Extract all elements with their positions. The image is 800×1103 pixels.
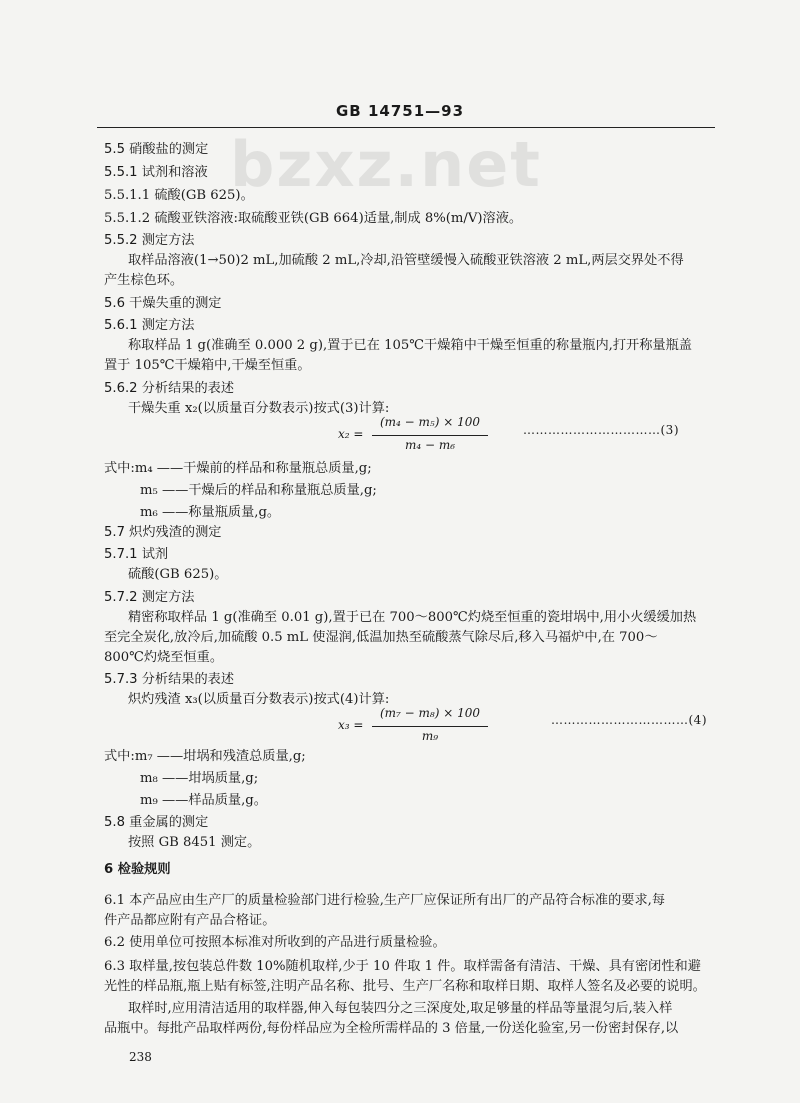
formula-4: [338, 706, 498, 746]
formula-3-fraction-bar: [372, 435, 488, 436]
formula-3-lhs: x₂ =: [338, 427, 364, 441]
header-rule: [97, 127, 715, 128]
text-line-l04: 5.5.1.2 硫酸亚铁溶液:取硫酸亚铁(GB 664)适量,制成 8%(m/V)溶液。: [104, 211, 523, 226]
text-line-l38: 品瓶中。每批产品取样两份,每份样品应为全检所需样品的 3 倍量,一份送化验室,另一份密封保存,以: [104, 1021, 679, 1036]
text-line-l23: 800℃灼烧至恒重。: [104, 650, 224, 665]
text-line-l30: 按照 GB 8451 测定。: [128, 835, 261, 850]
page-number: 238: [129, 1050, 152, 1064]
text-line-l14: 式中:m₄ ——干燥前的样品和称量瓶总质量,g;: [104, 461, 372, 476]
text-line-l32: 6.1 本产品应由生产厂的质量检验部门进行检验,生产厂应保证所有出厂的产品符合标准的要求,每: [104, 893, 666, 908]
text-line-l20: 5.7.2 测定方法: [104, 590, 195, 605]
formula-3-numerator: (m₄ − m₅) × 100: [379, 415, 480, 429]
text-line-l24: 5.7.3 分析结果的表述: [104, 672, 235, 687]
text-line-l37: 取样时,应用清洁适用的取样器,伸入每包装四分之三深度处,取足够量的样品等量混匀后,装入样: [128, 1001, 673, 1016]
text-line-l10: 称取样品 1 g(准确至 0.000 2 g),置于已在 105℃干燥箱中干燥至恒重的称量瓶内,打开称量瓶盖: [128, 338, 692, 353]
text-line-l16: m₆ ——称量瓶质量,g。: [140, 505, 281, 520]
watermark: bzxz.net: [230, 128, 542, 201]
text-line-l28: m₉ ——样品质量,g。: [140, 793, 267, 808]
text-line-l35: 6.3 取样量,按包装总件数 10%随机取样,少于 10 件取 1 件。取样需备有清洁、干燥、具有密闭性和避: [104, 959, 701, 974]
text-line-l21: 精密称取样品 1 g(准确至 0.01 g),置于已在 700～800℃灼烧至恒重的瓷坩埚中,用小火缓缓加热: [128, 610, 697, 625]
formula-4-fraction-bar: [372, 726, 488, 727]
standard-code-header: GB 14751—93: [335, 102, 465, 120]
text-line-l36: 光性的样品瓶,瓶上贴有标签,注明产品名称、批号、生产厂名称和取样日期、取样人签名及必要的说明。: [104, 979, 706, 994]
text-line-l13: 干燥失重 x₂(以质量百分数表示)按式(3)计算:: [128, 401, 390, 416]
text-line-l29: 5.8 重金属的测定: [104, 815, 209, 830]
text-line-l33: 件产品都应附有产品合格证。: [104, 913, 276, 928]
text-line-l19: 硫酸(GB 625)。: [128, 567, 228, 582]
text-line-l25: 炽灼残渣 x₃(以质量百分数表示)按式(4)计算:: [128, 692, 390, 707]
text-line-l17: 5.7 炽灼残渣的测定: [104, 525, 222, 540]
text-line-l26: 式中:m₇ ——坩埚和残渣总质量,g;: [104, 749, 306, 764]
text-line-l02: 5.5.1 试剂和溶液: [104, 165, 208, 180]
formula-4-numerator: (m₇ − m₈) × 100: [379, 706, 480, 720]
text-line-l34: 6.2 使用单位可按照本标准对所收到的产品进行质量检验。: [104, 935, 446, 950]
text-line-l22: 至完全炭化,放冷后,加硫酸 0.5 mL 使湿润,低温加热至硫酸蒸气除尽后,移入马福炉中,在 700～: [104, 630, 658, 645]
text-line-l18: 5.7.1 试剂: [104, 547, 169, 562]
text-line-l12: 5.6.2 分析结果的表述: [104, 381, 235, 396]
text-line-l05: 5.5.2 测定方法: [104, 233, 195, 248]
text-line-l09: 5.6.1 测定方法: [104, 318, 195, 333]
text-line-l11: 置于 105℃干燥箱中,干燥至恒重。: [104, 358, 311, 373]
text-line-l15: m₅ ——干燥后的样品和称量瓶总质量,g;: [140, 483, 377, 498]
formula-4-lhs: x₃ =: [338, 718, 364, 732]
text-line-l31: 6 检验规则: [104, 862, 171, 877]
formula-3-denominator: m₄ − m₆: [404, 438, 456, 452]
text-line-l07: 产生棕色环。: [104, 273, 184, 288]
text-line-l06: 取样品溶液(1→50)2 mL,加硫酸 2 mL,冷却,沿管壁缓慢入硫酸亚铁溶液 2 mL,两层交界处不得: [128, 253, 684, 268]
text-line-l08: 5.6 干燥失重的测定: [104, 296, 222, 311]
text-line-l27: m₈ ——坩埚质量,g;: [140, 771, 259, 786]
formula-3-ref: ……………………………(3): [523, 423, 679, 437]
formula-4-ref: ……………………………(4): [551, 713, 707, 727]
text-line-l01: 5.5 硝酸盐的测定: [104, 142, 209, 157]
formula-3: [338, 415, 498, 455]
text-line-l03: 5.5.1.1 硫酸(GB 625)。: [104, 188, 254, 203]
formula-4-denominator: m₉: [421, 729, 439, 743]
